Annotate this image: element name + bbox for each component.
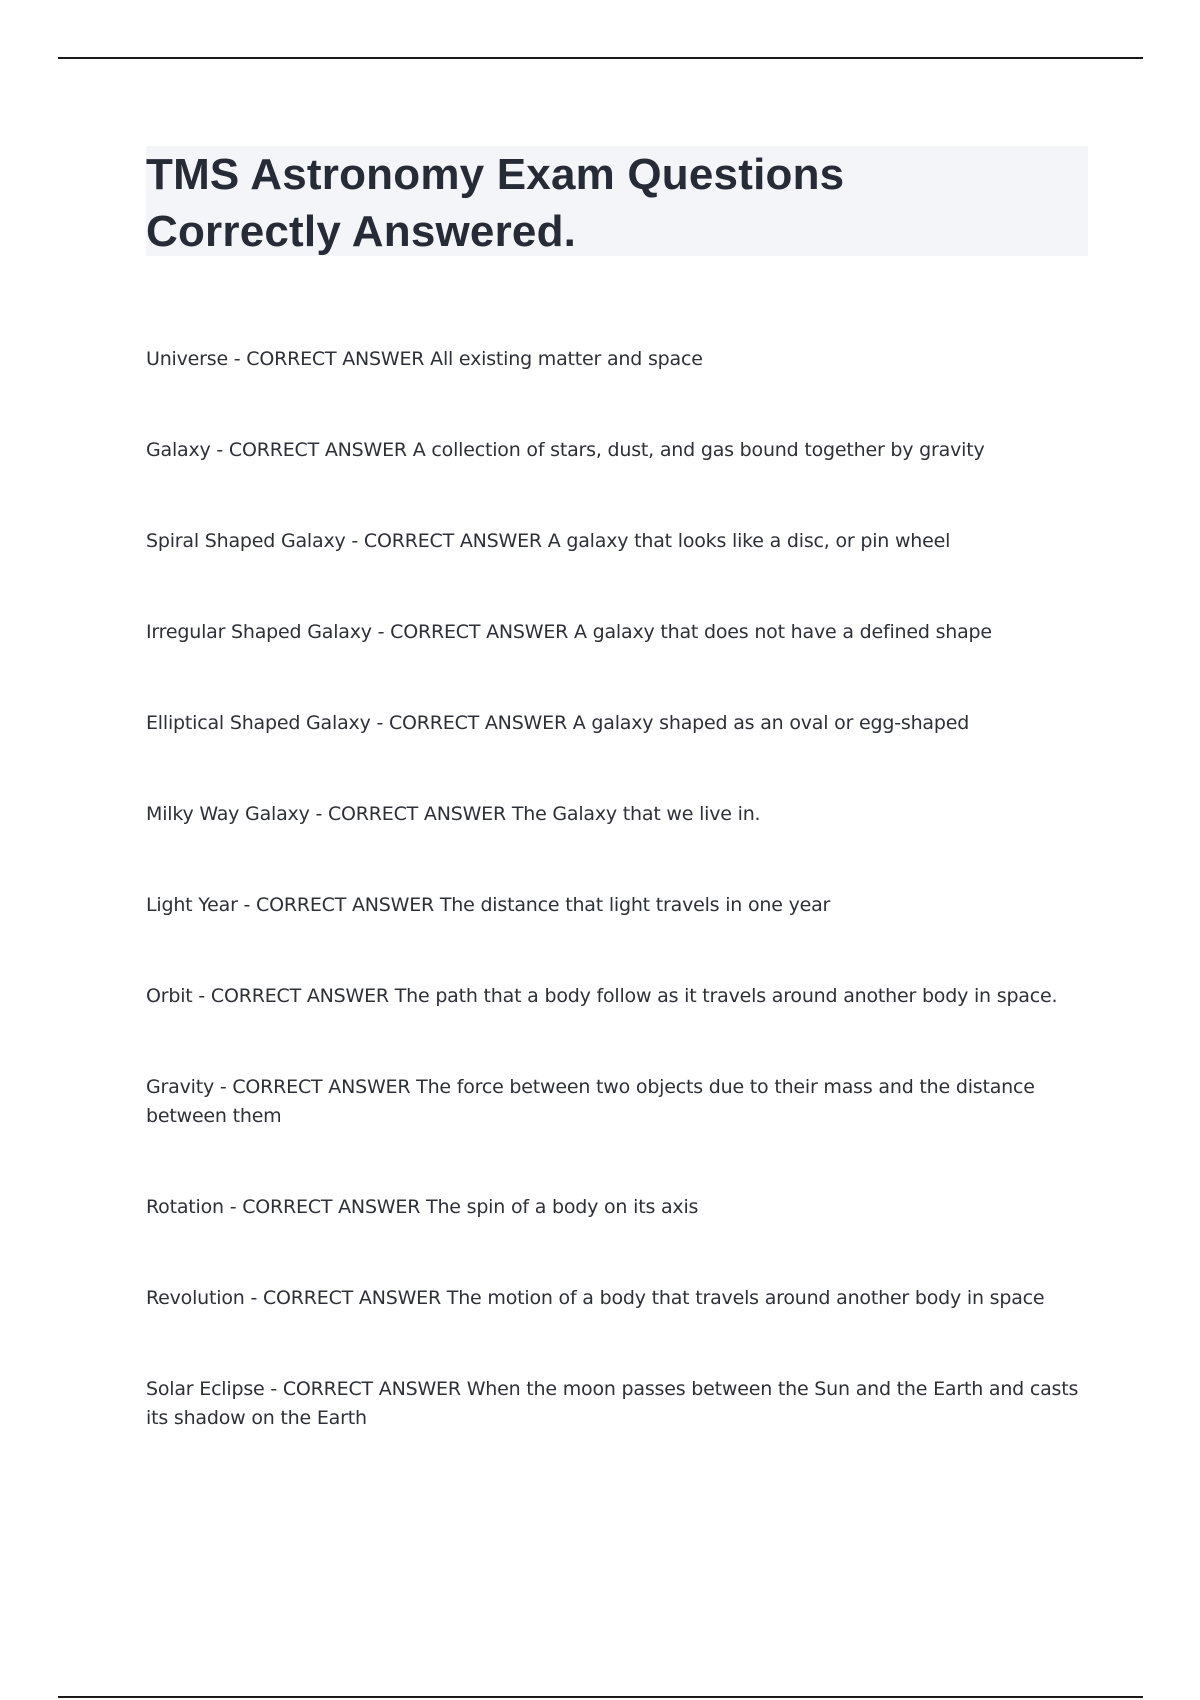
qa-item-irregular-galaxy: Irregular Shaped Galaxy - CORRECT ANSWER A galaxy that does not have a defined shape: [146, 621, 992, 643]
qa-item-milky-way: Milky Way Galaxy - CORRECT ANSWER The Galaxy that we live in.: [146, 803, 761, 825]
qa-item-universe: Universe - CORRECT ANSWER All existing matter and space: [146, 348, 703, 370]
page-title-line-2: Correctly Answered.: [146, 207, 577, 256]
title-block: [146, 146, 1088, 256]
qa-list: [146, 345, 1096, 1495]
qa-item-orbit: Orbit - CORRECT ANSWER The path that a body follow as it travels around another body in space.: [146, 985, 1058, 1007]
qa-item-galaxy: Galaxy - CORRECT ANSWER A collection of stars, dust, and gas bound together by gravity: [146, 439, 985, 461]
qa-item-solar-eclipse: Solar Eclipse - CORRECT ANSWER When the moon passes between the Sun and the Earth and casts its shadow on the Earth: [146, 1378, 1079, 1429]
qa-item-rotation: Rotation - CORRECT ANSWER The spin of a body on its axis: [146, 1196, 699, 1218]
page-title-line-1: TMS Astronomy Exam Questions: [146, 150, 845, 199]
qa-item-spiral-galaxy: Spiral Shaped Galaxy - CORRECT ANSWER A galaxy that looks like a disc, or pin wheel: [146, 530, 951, 552]
header-rule: [58, 57, 1143, 59]
qa-item-light-year: Light Year - CORRECT ANSWER The distance that light travels in one year: [146, 894, 831, 916]
qa-item-revolution: Revolution - CORRECT ANSWER The motion of a body that travels around another body in space: [146, 1287, 1045, 1309]
qa-item-gravity: Gravity - CORRECT ANSWER The force between two objects due to their mass and the distance between them: [146, 1076, 1035, 1127]
qa-item-elliptical-galaxy: Elliptical Shaped Galaxy - CORRECT ANSWER A galaxy shaped as an oval or egg-shaped: [146, 712, 970, 734]
footer-rule: [58, 1696, 1143, 1698]
page-title: [146, 146, 1088, 260]
